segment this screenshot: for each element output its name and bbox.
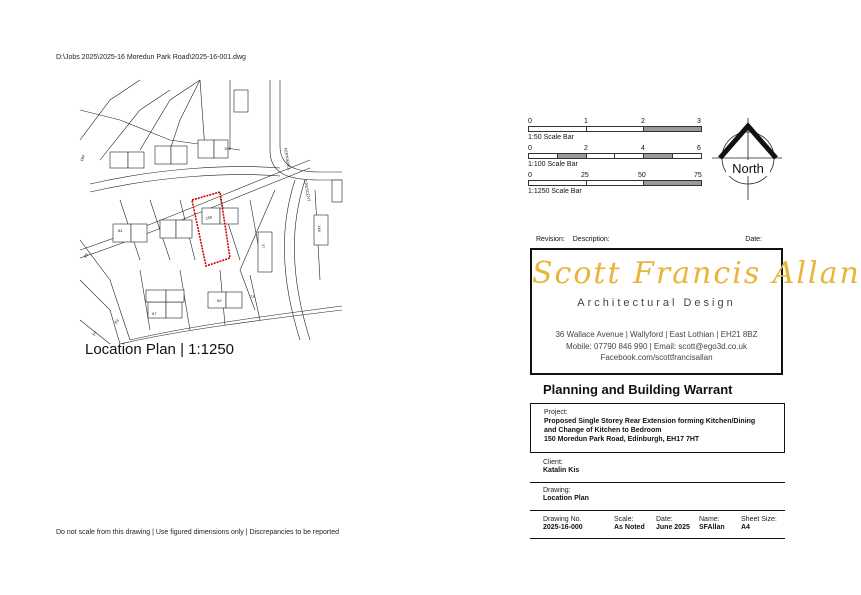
client-field: Client: Katalin Kis xyxy=(543,459,580,474)
scale-bar-1-1250: 0 25 50 75 1:1250 Scale Bar xyxy=(528,172,702,195)
sheet-title: Planning and Building Warrant xyxy=(543,382,733,397)
svg-text:CRESCENT: CRESCENT xyxy=(303,179,312,202)
title-block-name: Name: SFAllan xyxy=(699,516,725,531)
north-label: North xyxy=(732,161,764,176)
svg-text:101: 101 xyxy=(224,146,231,151)
svg-text:150: 150 xyxy=(204,214,213,221)
divider xyxy=(530,538,785,539)
project-box: Project: Proposed Single Storey Rear Extension forming Kitchen/Dining and Change of Kitchen to Bedroom 150 Moredun Park Road, Edinburgh, EH17 7HT xyxy=(530,403,785,453)
svg-text:69: 69 xyxy=(217,298,222,303)
company-signature: Scott Francis Allan xyxy=(532,256,861,291)
company-address: 36 Wallace Avenue | Wallyford | East Lothian | EH21 8BZ xyxy=(555,330,758,339)
drawing-field: Drawing: Location Plan xyxy=(543,487,589,502)
title-block-date: Date: June 2025 xyxy=(656,516,690,531)
svg-text:63: 63 xyxy=(113,318,120,325)
svg-text:184: 184 xyxy=(78,154,86,163)
svg-text:84: 84 xyxy=(118,228,123,233)
title-block-drawing-no: Drawing No. 2025-16-000 xyxy=(543,516,583,531)
disclaimer: Do not scale from this drawing | Use figured dimensions only | Discrepancies to be reported xyxy=(56,529,339,536)
scale-bar-label: 1:1250 Scale Bar xyxy=(528,188,582,195)
divider xyxy=(530,482,785,483)
file-path: D:\Jobs 2025\2025-16 Moredun Park Road\2025-16-001.dwg xyxy=(56,54,246,61)
svg-text:73: 73 xyxy=(250,294,255,299)
scale-bar-label: 1:50 Scale Bar xyxy=(528,134,574,141)
scale-bar-label: 1:100 Scale Bar xyxy=(528,161,578,168)
scale-bar-1-100: 0 2 4 6 1:100 Scale Bar xyxy=(528,145,701,168)
location-plan-title: Location Plan | 1:1250 xyxy=(85,341,235,358)
company-subtitle: Architectural Design xyxy=(577,297,736,309)
north-arrow-icon xyxy=(712,118,782,202)
title-block-scale: Scale: As Noted xyxy=(614,516,645,531)
company-logo-box xyxy=(530,248,861,375)
svg-text:37: 37 xyxy=(261,244,266,249)
svg-text:148: 148 xyxy=(317,225,322,232)
revision-header: Revision: Description: Date: xyxy=(536,236,762,243)
company-facebook: Facebook.com/scottfrancisallan xyxy=(600,353,713,362)
site-boundary xyxy=(192,192,230,266)
svg-text:67: 67 xyxy=(91,330,98,337)
svg-text:FERNIEHILL: FERNIEHILL xyxy=(283,147,292,171)
svg-text:67: 67 xyxy=(152,311,157,316)
scale-bar-1-50: 0 1 2 3 1:50 Scale Bar xyxy=(528,118,701,141)
location-plan-map xyxy=(80,80,342,344)
title-block-sheet-size: Sheet Size: A4 xyxy=(741,516,777,531)
company-contact: Mobile: 07790 846 990 | Email: scott@ego3d.co.uk xyxy=(566,342,747,351)
svg-text:85: 85 xyxy=(82,252,90,259)
divider xyxy=(530,510,785,511)
